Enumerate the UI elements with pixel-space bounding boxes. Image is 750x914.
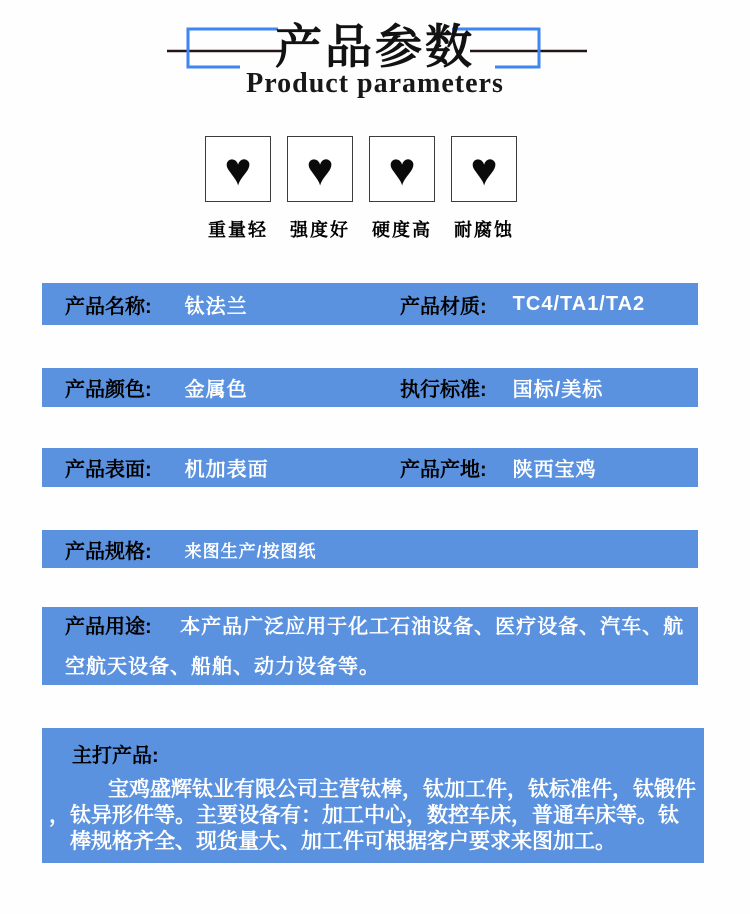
feature-box <box>451 136 517 202</box>
heart-icon: ♥ <box>470 143 498 195</box>
feature-item-strength <box>287 136 353 242</box>
feature-list <box>205 136 517 242</box>
spec-row-surface-origin <box>42 448 698 487</box>
spec-label: 产品颜色: <box>65 379 152 401</box>
spec-value: 本产品广泛应用于化工石油设备、医疗设备、汽车、航 <box>180 616 685 638</box>
main-product-heading: 主打产品: <box>72 745 159 767</box>
spec-label: 产品产地: <box>400 459 487 481</box>
feature-label: 强度好 <box>290 220 350 240</box>
usage-line-1 <box>65 608 685 648</box>
heart-icon: ♥ <box>388 143 416 195</box>
spec-label: 产品用途: <box>65 616 152 638</box>
spec-row-specification <box>42 530 698 568</box>
feature-label: 硬度高 <box>372 220 432 240</box>
spec-value: 机加表面 <box>184 459 269 481</box>
feature-item-hardness <box>369 136 435 242</box>
spec-value: 钛法兰 <box>184 295 248 318</box>
feature-item-weight <box>205 136 271 242</box>
feature-item-corrosion <box>451 136 517 242</box>
paragraph-line: 棒规格齐全、现货量大、加工件可根据客户要求来图加工。 <box>70 830 616 853</box>
page-title: 产品参数 <box>275 20 475 73</box>
spec-value: 来图生产/按图纸 <box>184 541 317 561</box>
spec-value: TC4/TA1/TA2 <box>512 292 646 315</box>
feature-box <box>205 136 271 202</box>
spec-row-color-standard <box>42 368 698 407</box>
spec-row-usage <box>42 607 698 685</box>
spec-value: 国标/美标 <box>512 379 604 401</box>
spec-label: 产品表面: <box>65 459 152 481</box>
spec-pair <box>400 290 645 319</box>
usage-line-2: 空航天设备、船舶、动力设备等。 <box>65 656 380 678</box>
paragraph-line: ，钛异形件等。主要设备有：加工中心，数控车床，普通车床等。钛 <box>49 804 679 827</box>
feature-label: 重量轻 <box>208 220 268 240</box>
spec-value: 陕西宝鸡 <box>512 459 597 481</box>
paragraph-line: 宝鸡盛辉钛业有限公司主营钛棒，钛加工件，钛标准件，钛锻件 <box>108 778 696 801</box>
spec-label: 产品材质: <box>400 295 487 318</box>
spec-pair <box>65 373 400 402</box>
spec-pair <box>400 453 597 482</box>
feature-box <box>287 136 353 202</box>
feature-label: 耐腐蚀 <box>454 220 514 240</box>
feature-box <box>369 136 435 202</box>
spec-pair <box>400 373 603 402</box>
spec-value: 金属色 <box>184 379 248 401</box>
spec-label: 执行标准: <box>400 379 487 401</box>
spec-label: 产品规格: <box>65 540 152 563</box>
heart-icon: ♥ <box>306 143 334 195</box>
heart-icon: ♥ <box>224 143 252 195</box>
spec-pair <box>65 453 400 482</box>
page-subtitle: Product parameters <box>246 68 504 99</box>
spec-row-name-material <box>42 283 698 325</box>
spec-pair <box>65 290 400 319</box>
main-product-paragraph <box>42 777 704 855</box>
main-product-box <box>42 728 704 863</box>
spec-label: 产品名称: <box>65 295 152 318</box>
